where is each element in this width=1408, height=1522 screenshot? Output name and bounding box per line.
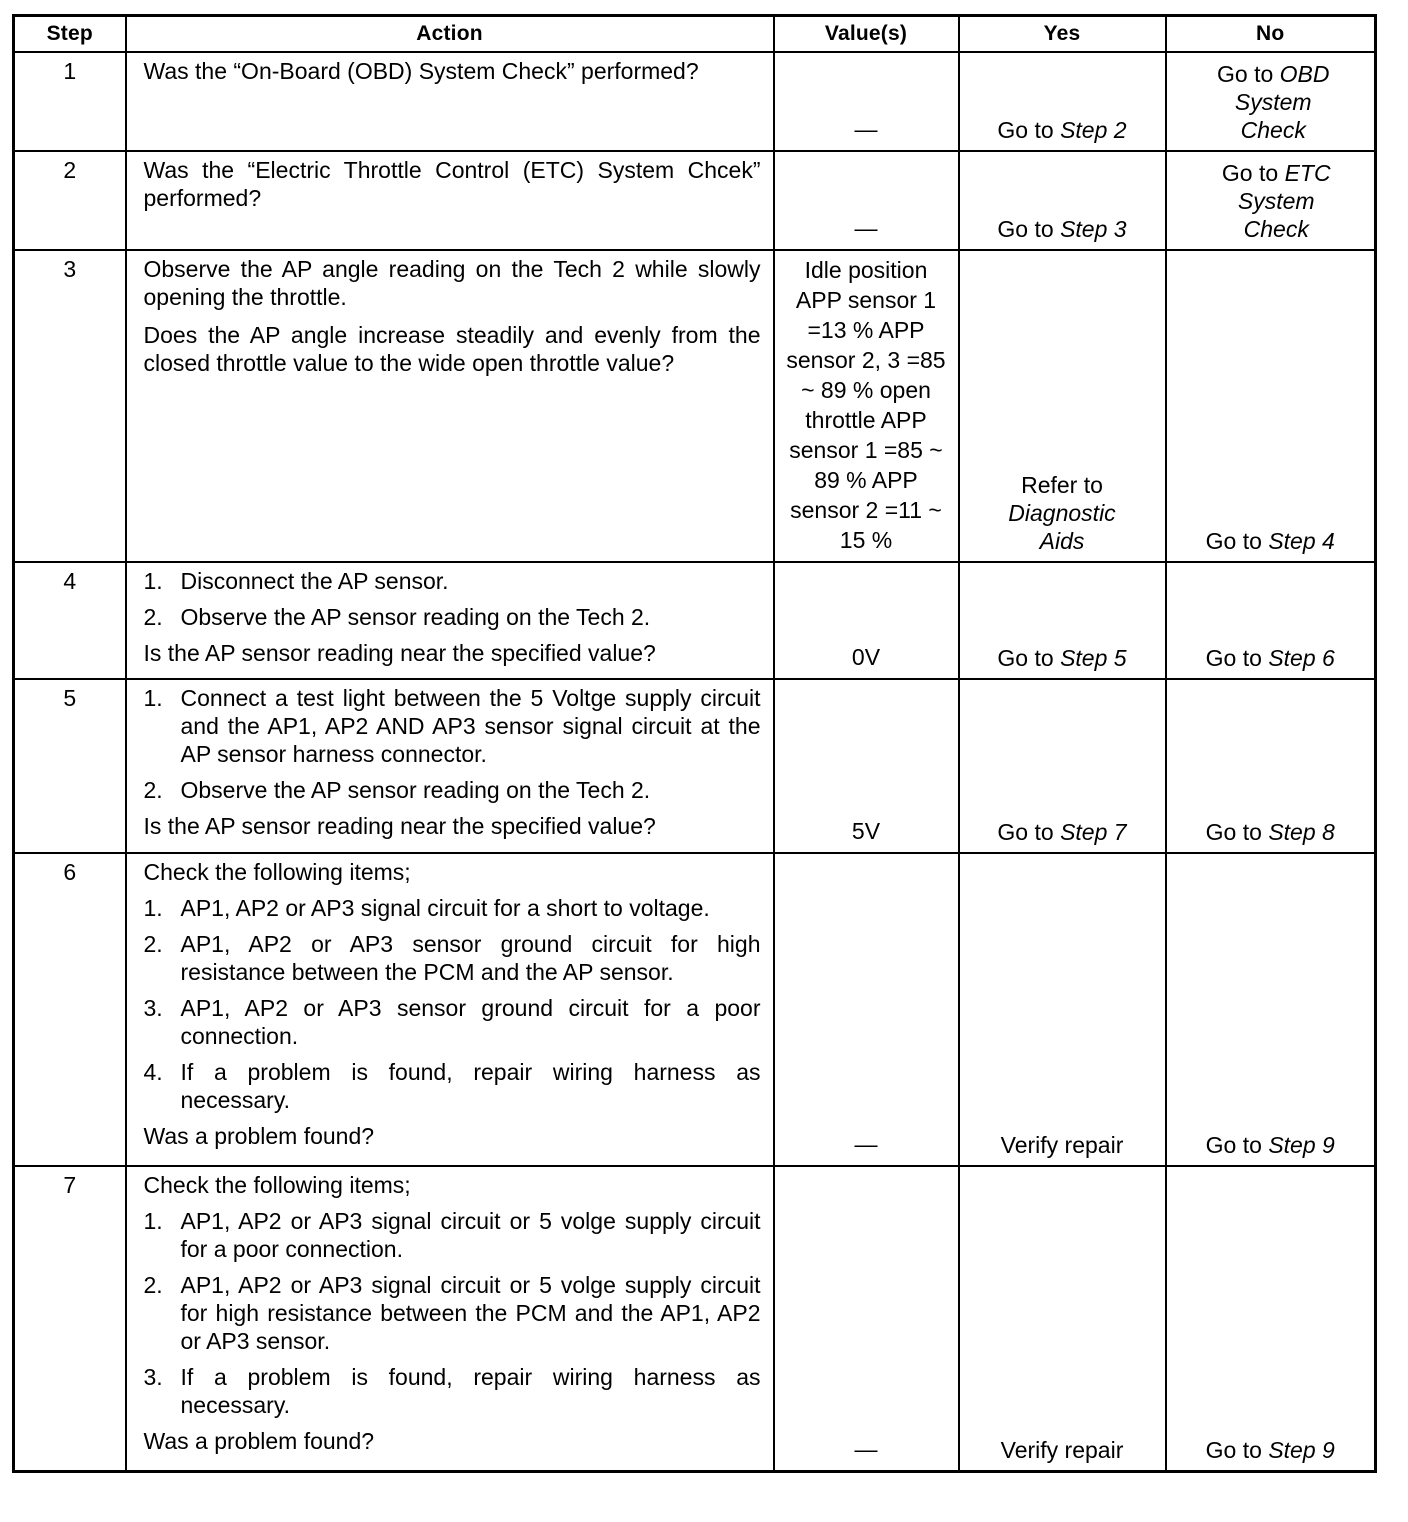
list-item xyxy=(144,1271,761,1355)
no-prefix: Go to xyxy=(1205,1436,1269,1463)
table-row xyxy=(14,562,1376,679)
table-row xyxy=(14,52,1376,151)
no-prefix: Go to xyxy=(1205,528,1269,554)
action-intro: Check the following items; xyxy=(143,859,411,885)
yes-prefix: Go to xyxy=(997,117,1061,143)
action-question: Does the AP angle increase steadily and evenly from the closed throttle value to the wide open throttle value? xyxy=(143,322,761,376)
action-intro: Check the following items; xyxy=(143,1172,411,1198)
step-number: 1 xyxy=(14,52,126,151)
action-question: Is the AP sensor reading near the specified value? xyxy=(143,813,656,839)
list-number: 2. xyxy=(143,1272,163,1298)
list-item xyxy=(144,776,761,804)
table-row xyxy=(14,1166,1376,1471)
value-cell: — xyxy=(774,52,959,151)
action-question: Was a problem found? xyxy=(143,1428,375,1454)
action-question: Is the AP sensor reading near the specified value? xyxy=(143,640,656,666)
yes-cell: Verify repair xyxy=(959,1166,1166,1471)
table-row xyxy=(14,151,1376,250)
list-number: 1. xyxy=(143,685,163,711)
no-prefix: Go to xyxy=(1217,61,1280,87)
no-cell xyxy=(1166,151,1376,250)
list-text: AP1, AP2 or AP3 signal circuit or 5 volge supply circuit for high resistance between the PCM and the AP1, AP2 or AP3 sensor. xyxy=(180,1272,761,1354)
no-cell xyxy=(1166,52,1376,151)
list-text: If a problem is found, repair wiring harness as necessary. xyxy=(180,1059,761,1113)
list-number: 4. xyxy=(143,1059,163,1085)
no-prefix: Go to xyxy=(1221,160,1285,186)
header-values: Value(s) xyxy=(774,16,959,53)
yes-prefix: Go to xyxy=(997,216,1061,242)
list-number: 2. xyxy=(143,604,163,630)
no-cell xyxy=(1166,1166,1376,1471)
yes-link: Step 7 xyxy=(1060,819,1127,845)
list-number: 2. xyxy=(143,777,163,803)
no-link: Step 4 xyxy=(1268,528,1335,554)
table-row xyxy=(14,250,1376,562)
action-cell xyxy=(126,679,774,853)
list-item xyxy=(144,1058,761,1114)
yes-cell: Verify repair xyxy=(959,853,1166,1166)
action-cell xyxy=(126,52,774,151)
action-text: Was the “On-Board (OBD) System Check” performed? xyxy=(143,58,699,84)
step-number: 7 xyxy=(14,1166,126,1471)
header-no: No xyxy=(1166,16,1376,53)
value-cell: — xyxy=(774,853,959,1166)
list-number: 3. xyxy=(143,995,163,1021)
no-cell xyxy=(1166,562,1376,679)
list-text: AP1, AP2 or AP3 sensor ground circuit for high resistance between the PCM and the AP sensor. xyxy=(180,931,761,985)
yes-cell xyxy=(959,52,1166,151)
list-item xyxy=(144,930,761,986)
list-item xyxy=(144,567,761,595)
no-cell xyxy=(1166,250,1376,562)
list-number: 3. xyxy=(143,1364,163,1390)
list-number: 1. xyxy=(143,895,163,921)
yes-link: Diagnostic Aids xyxy=(1008,500,1116,554)
step-number: 4 xyxy=(14,562,126,679)
table-row xyxy=(14,679,1376,853)
no-prefix: Go to xyxy=(1205,1132,1269,1158)
action-cell xyxy=(126,853,774,1166)
no-prefix: Go to xyxy=(1205,645,1269,671)
yes-prefix: Go to xyxy=(997,819,1061,845)
step-number: 6 xyxy=(14,853,126,1166)
value-cell: — xyxy=(774,1166,959,1471)
no-link: Step 9 xyxy=(1268,1436,1335,1463)
action-cell xyxy=(126,151,774,250)
action-cell xyxy=(126,1166,774,1471)
list-text: Observe the AP sensor reading on the Tech 2. xyxy=(180,777,651,803)
action-text: Observe the AP angle reading on the Tech 2 while slowly opening the throttle. xyxy=(143,256,761,310)
yes-cell xyxy=(959,679,1166,853)
yes-link: Step 2 xyxy=(1060,117,1127,143)
no-link: Step 8 xyxy=(1268,819,1335,845)
list-text: Disconnect the AP sensor. xyxy=(180,568,449,594)
list-item xyxy=(144,994,761,1050)
no-link: OBD System Check xyxy=(1234,61,1330,143)
diagnostic-table xyxy=(12,14,1377,1473)
list-item xyxy=(144,1207,761,1263)
list-text: Connect a test light between the 5 Voltge supply circuit and the AP1, AP2 AND AP3 sensor signal circuit at the AP sensor harness connector. xyxy=(180,685,761,767)
no-link: Step 9 xyxy=(1268,1132,1335,1158)
action-text: Was the “Electric Throttle Control (ETC) System Chcek” performed? xyxy=(143,157,761,211)
list-text: AP1, AP2 or AP3 sensor ground circuit for a poor connection. xyxy=(180,995,761,1049)
no-prefix: Go to xyxy=(1205,819,1269,845)
list-text: If a problem is found, repair wiring harness as necessary. xyxy=(180,1364,761,1418)
action-question: Was a problem found? xyxy=(143,1123,375,1149)
list-text: AP1, AP2 or AP3 signal circuit for a short to voltage. xyxy=(180,895,710,921)
yes-cell xyxy=(959,151,1166,250)
yes-link: Step 3 xyxy=(1060,216,1127,242)
yes-prefix: Go to xyxy=(997,645,1061,671)
yes-cell xyxy=(959,562,1166,679)
no-cell xyxy=(1166,853,1376,1166)
list-text: AP1, AP2 or AP3 signal circuit or 5 volge supply circuit for a poor connection. xyxy=(180,1208,761,1262)
list-item xyxy=(144,603,761,631)
no-link: ETC System Check xyxy=(1237,160,1331,242)
list-number: 1. xyxy=(143,568,163,594)
header-row xyxy=(14,16,1376,53)
list-text: Observe the AP sensor reading on the Tech 2. xyxy=(180,604,651,630)
header-action: Action xyxy=(126,16,774,53)
value-cell: 0V xyxy=(774,562,959,679)
action-cell xyxy=(126,250,774,562)
list-item xyxy=(144,1363,761,1419)
action-cell xyxy=(126,562,774,679)
table-row xyxy=(14,853,1376,1166)
no-link: Step 6 xyxy=(1268,645,1335,671)
header-step: Step xyxy=(14,16,126,53)
value-cell: Idle position APP sensor 1 =13 % APP sensor 2, 3 =85 ~ 89 % open throttle APP sensor 1 =85 ~ 89 % APP sensor 2 =11 ~ 15 % xyxy=(774,250,959,562)
list-number: 2. xyxy=(143,931,163,957)
step-number: 5 xyxy=(14,679,126,853)
step-number: 2 xyxy=(14,151,126,250)
list-number: 1. xyxy=(143,1208,163,1234)
list-item xyxy=(144,684,761,768)
yes-link: Step 5 xyxy=(1060,645,1127,671)
no-cell xyxy=(1166,679,1376,853)
yes-prefix: Refer to xyxy=(1021,472,1103,498)
value-cell: — xyxy=(774,151,959,250)
yes-cell xyxy=(959,250,1166,562)
list-item xyxy=(144,894,761,922)
value-cell: 5V xyxy=(774,679,959,853)
header-yes: Yes xyxy=(959,16,1166,53)
step-number: 3 xyxy=(14,250,126,562)
